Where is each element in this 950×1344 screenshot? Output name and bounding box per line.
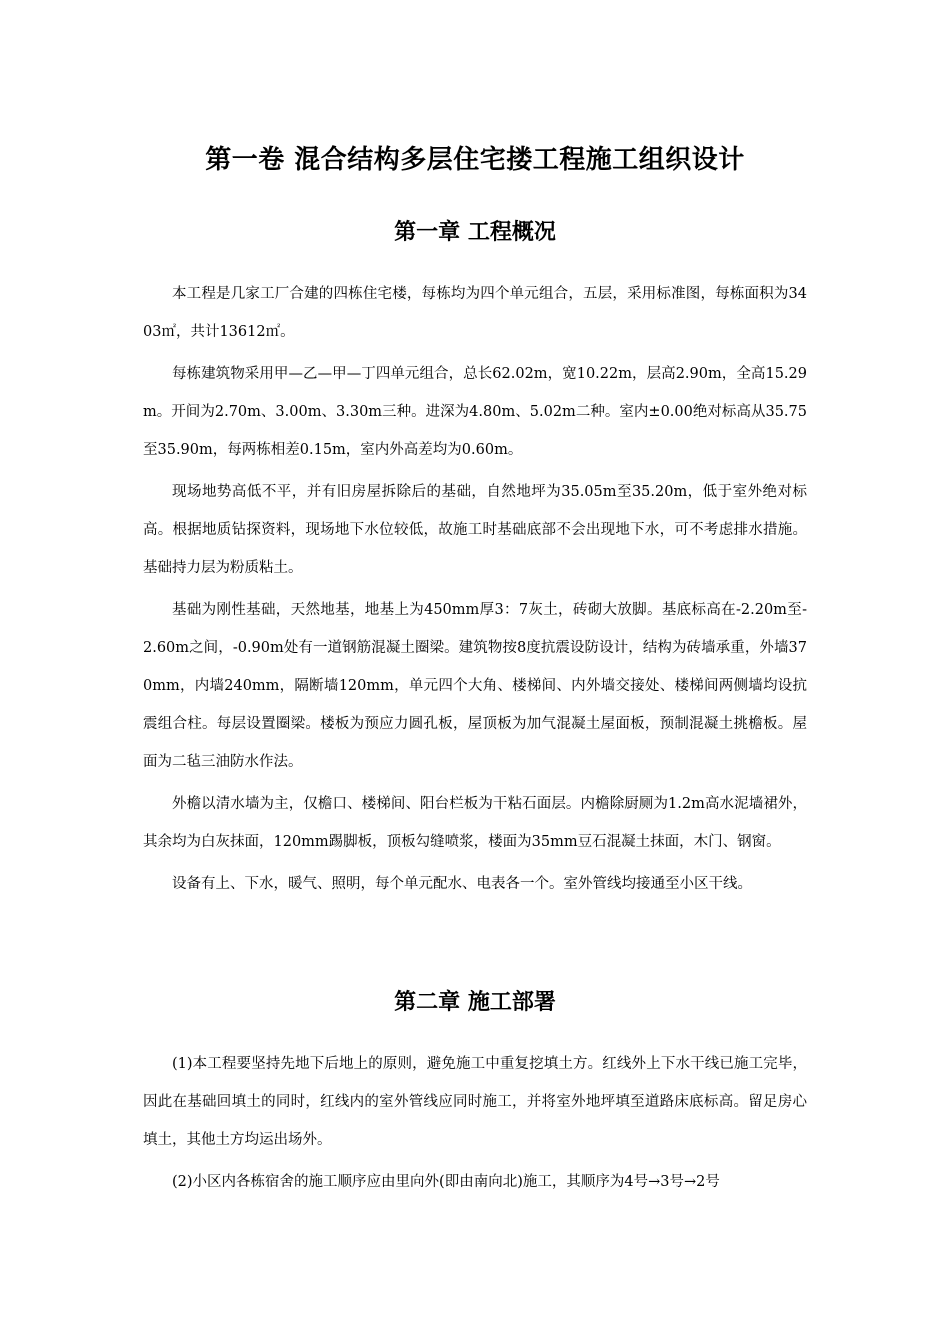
chapter-2-body [143, 1045, 807, 1201]
chapter-1-paragraph: 基础为刚性基础，天然地基，地基上为450mm厚3：7灰土，砖砌大放脚。基底标高在-2.20m至-2.60m之间，-0.90m处有一道钢筋混凝土圈梁。建筑物按8度抗震设防设计，结构为砖墙承重，外墙370mm，内墙240mm，隔断墙120mm，单元四个大角、楼梯间、内外墙交接处、楼梯间两侧墙均设抗震组合柱。每层设置圈梁。楼板为预应力圆孔板，屋顶板为加气混凝土屋面板，预制混凝土挑檐板。屋面为二毡三油防水作法。 [143, 602, 807, 770]
chapter-1-paragraph: 每栋建筑物采用甲—乙—甲—丁四单元组合，总长62.02m，宽10.22m，层高2.90m，全高15.29m。开间为2.70m、3.00m、3.30m三种。进深为4.80m、5.02m二种。室内±0.00绝对标高从35.75至35.90m，每两栋相差0.15m，室内外高差均为0.60m。 [143, 366, 807, 458]
chapter-1-title: 第一章 工程概况 [394, 220, 556, 245]
chapter-2-title: 第二章 施工部署 [394, 990, 556, 1015]
volume-title: 第一卷 混合结构多层住宅搂工程施工组织设计 [205, 145, 745, 175]
chapter-1-paragraph: 外檐以清水墙为主，仅檐口、楼梯间、阳台栏板为干粘石面层。内檐除厨厕为1.2m高水泥墙裙外，其余均为白灰抹面，120mm踢脚板，顶板勾缝喷浆，楼面为35mm豆石混凝土抹面，木门、钢窗。 [143, 796, 807, 850]
chapter-1-paragraph: 设备有上、下水，暖气、照明，每个单元配水、电表各一个。室外管线均接通至小区干线。 [172, 876, 752, 892]
chapter-1-body [143, 275, 807, 903]
chapter-2-paragraph: (2)小区内各栋宿舍的施工顺序应由里向外(即由南向北)施工，其顺序为4号→3号→2号 [172, 1174, 720, 1190]
chapter-2-paragraph: (1)本工程要坚持先地下后地上的原则，避免施工中重复挖填土方。红线外上下水干线已施工完毕，因此在基础回填土的同时，红线内的室外管线应同时施工，并将室外地坪填至道路床底标高。留足房心填土，其他土方均运出场外。 [143, 1056, 807, 1148]
chapter-1-paragraph: 现场地势高低不平，并有旧房屋拆除后的基础，自然地坪为35.05m至35.20m，低于室外绝对标高。根据地质钻探资料，现场地下水位较低，故施工时基础底部不会出现地下水，可不考虑排水措施。基础持力层为粉质粘土。 [143, 484, 807, 576]
chapter-1-paragraph: 本工程是几家工厂合建的四栋住宅楼，每栋均为四个单元组合，五层，采用标准图，每栋面积为3403㎡，共计13612㎡。 [143, 286, 807, 340]
